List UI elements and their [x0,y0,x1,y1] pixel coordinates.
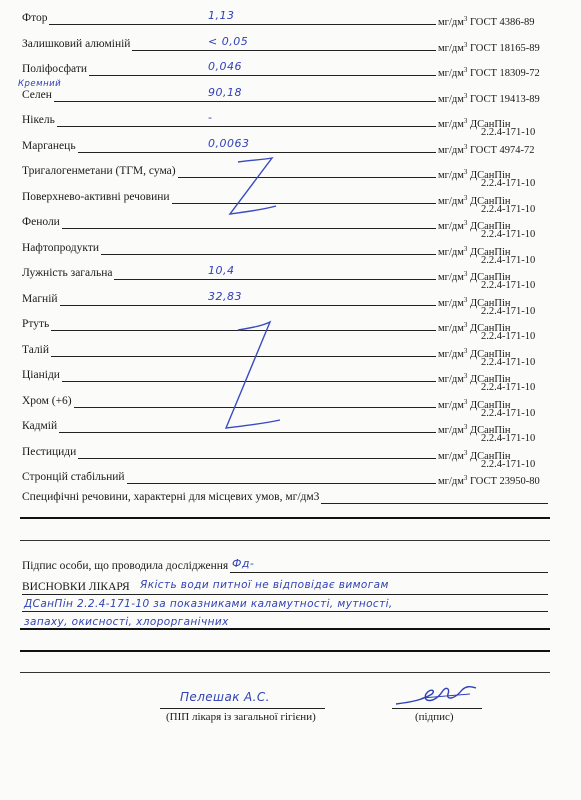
parameter-unit [438,13,535,29]
doctor-name-caption: (ПІП лікаря із загальної гігієни) [166,711,316,723]
standard-text: ДСанПін [469,170,511,181]
parameter-label: Феноли [22,216,60,228]
unit-exponent: 3 [463,423,468,431]
unit-text: мг/дм [438,323,464,334]
conclusion-line-1: Якість води питної не відповідає вимогам [140,579,389,591]
unit-exponent: 3 [463,346,468,355]
standard-text: ДСанПін [469,272,511,283]
parameter-label: Кадмій [22,420,58,432]
parameter-label: Стронцій стабільний [22,471,125,483]
doctor-name-underline [160,708,325,709]
parameter-label: Ртуть [22,318,50,330]
parameter-unit [438,217,511,233]
conclusion-underline-4 [20,650,550,652]
parameter-unit [438,319,511,335]
standard-text: ДСанПін [469,297,511,309]
unit-text: мг/дм [438,374,464,385]
signature-underline [392,708,482,709]
unit-exponent: 3 [463,474,468,482]
parameter-unit [438,472,540,488]
parameter-unit [438,447,511,463]
unit-text: мг/дм [438,119,464,130]
unit-exponent: 3 [463,40,468,49]
parameter-underline [22,432,436,433]
standard-text: ДСанПін [469,425,511,436]
unit-text: мг/дм [438,348,464,360]
standard-subtext: 2.2.4-171-10 [481,382,536,393]
unit-text: мг/дм [438,195,464,207]
parameter-underline [22,330,436,331]
parameter-unit [438,243,511,259]
parameter-underline [22,126,436,127]
conclusion-underline-2 [22,611,548,612]
parameter-label: Поліфосфати [22,63,88,75]
standard-text: ДСанПін [469,246,511,258]
unit-exponent: 3 [463,193,468,202]
parameter-label: Фтор [22,12,48,24]
standard-text: ГОСТ 4974-72 [469,144,535,156]
unit-text: мг/дм [438,246,464,258]
unit-exponent: 3 [463,142,468,151]
parameter-value: 1,13 [208,9,235,22]
unit-exponent: 3 [463,295,468,304]
unit-exponent: 3 [463,270,468,278]
parameter-unit [438,90,540,106]
parameter-underline [22,305,436,306]
parameter-label: Нафтопродукти [22,241,100,254]
parameter-underline [22,24,436,25]
parameter-label: Магній [22,292,58,305]
standard-subtext: 2.2.4-171-10 [481,254,536,266]
doctor-name-handwritten: Пелешак А.С. [180,690,270,704]
unit-exponent: 3 [463,117,468,125]
parameter-label: Нікель [22,114,55,126]
parameter-unit [438,370,511,386]
standard-subtext: 2.2.4-171-10 [481,356,536,368]
parameter-underline [22,228,436,229]
standard-text: ДСанПін [469,348,511,360]
unit-text: мг/дм [438,42,464,54]
parameter-label: Лужність загальна [22,267,113,279]
parameter-value: 32,83 [208,289,242,303]
standard-text: ГОСТ 18165-89 [469,42,540,54]
parameter-unit [438,39,540,55]
unit-exponent: 3 [463,321,468,329]
signature-caption: (підпис) [415,711,454,723]
parameter-underline [22,381,436,382]
conclusion-line-3: запаху, окисності, хлорорганічних [24,616,229,628]
parameter-label: Марганець [22,139,76,152]
unit-text: мг/дм [438,68,464,79]
unit-text: мг/дм [438,170,464,181]
parameter-value: 10,4 [208,264,235,277]
unit-exponent: 3 [463,91,468,100]
parameter-unit [438,141,535,157]
standard-text: ДСанПін [469,323,511,334]
parameter-unit [438,268,511,284]
standard-text: ГОСТ 18309-72 [469,68,540,79]
unit-text: мг/дм [438,450,464,462]
blank-line-2 [20,540,550,541]
parameter-label: Тригалогенметани (ТГМ, сума) [22,165,176,177]
unit-text: мг/дм [438,93,464,105]
standard-subtext: 2.2.4-171-10 [481,433,536,444]
blank-line-1 [20,517,550,519]
parameter-underline [22,152,436,153]
standard-text: ДСанПін [469,221,511,232]
parameter-value: < 0,05 [208,34,249,48]
standard-subtext: 2.2.4-171-10 [481,331,536,342]
parameter-unit [438,396,511,412]
parameter-underline [22,101,436,102]
specific-substances-label: Специфічні речовини, характерні для місцевих умов, мг/дм3 [22,491,320,503]
parameter-underline [22,458,436,459]
parameter-unit [438,192,511,208]
standard-subtext: 2.2.4-171-10 [481,280,536,291]
unit-text: мг/дм [438,272,464,283]
conclusion-label: ВИСНОВКИ ЛІКАРЯ [22,581,130,593]
parameter-unit [438,64,540,80]
parameter-label: Ціаніди [22,369,60,381]
parameter-unit [438,115,511,131]
unit-exponent: 3 [463,448,468,457]
parameter-label: Поверхнево-активні речовини [22,190,170,203]
conclusion-underline-1 [22,594,548,595]
unit-text: мг/дм [438,17,464,28]
unit-exponent: 3 [463,219,468,227]
researcher-signature-value: Фд- [232,557,255,570]
unit-exponent: 3 [463,15,468,23]
parameter-note: Кремний [18,78,62,89]
standard-subtext: 2.2.4-171-10 [481,127,536,138]
researcher-signature-label: Підпис особи, що проводила дослідження [22,560,229,572]
parameter-unit [438,294,511,310]
unit-exponent: 3 [463,244,468,253]
parameter-unit [438,421,511,437]
standard-subtext: 2.2.4-171-10 [481,203,536,215]
standard-text: ДСанПін [469,450,511,462]
standard-text: ДСанПін [469,119,511,130]
unit-exponent: 3 [463,372,468,380]
standard-text: ГОСТ 19413-89 [469,93,540,105]
parameter-value: - [208,111,213,124]
standard-subtext: 2.2.4-171-10 [481,407,536,419]
parameter-label: Селен [22,88,52,101]
parameter-label: Хром (+6) [22,394,72,407]
standard-text: ДСанПін [469,399,511,411]
parameter-value: 90,18 [208,85,242,99]
standard-text: ДСанПін [469,195,511,207]
conclusion-line-2: ДСанПін 2.2.4-171-10 за показниками каламутності, мутності, [24,598,393,610]
conclusion-underline-5 [20,672,550,673]
unit-text: мг/дм [438,144,464,156]
standard-subtext: 2.2.4-171-10 [481,178,536,189]
parameter-value: 0,046 [208,60,242,73]
parameter-underline [22,356,436,357]
unit-text: мг/дм [438,297,464,309]
parameter-label: Пестициди [22,445,77,458]
parameter-unit [438,345,511,361]
parameter-underline [22,407,436,408]
parameter-unit [438,166,511,182]
standard-text: ГОСТ 4386-89 [469,17,535,28]
conclusion-underline-3 [20,628,550,630]
unit-text: мг/дм [438,221,464,232]
standard-text: ДСанПін [469,374,511,385]
standard-subtext: 2.2.4-171-10 [481,458,536,470]
unit-exponent: 3 [463,397,468,406]
unit-text: мг/дм [438,476,464,487]
parameter-label: Талій [22,343,50,356]
standard-text: ГОСТ 23950-80 [469,476,540,487]
standard-subtext: 2.2.4-171-10 [481,229,536,240]
unit-text: мг/дм [438,399,464,411]
parameter-value: 0,0063 [208,136,250,150]
parameter-label: Залишковий алюміній [22,37,131,50]
unit-exponent: 3 [463,66,468,74]
unit-exponent: 3 [463,168,468,176]
unit-text: мг/дм [438,425,464,436]
standard-subtext: 2.2.4-171-10 [481,305,536,317]
